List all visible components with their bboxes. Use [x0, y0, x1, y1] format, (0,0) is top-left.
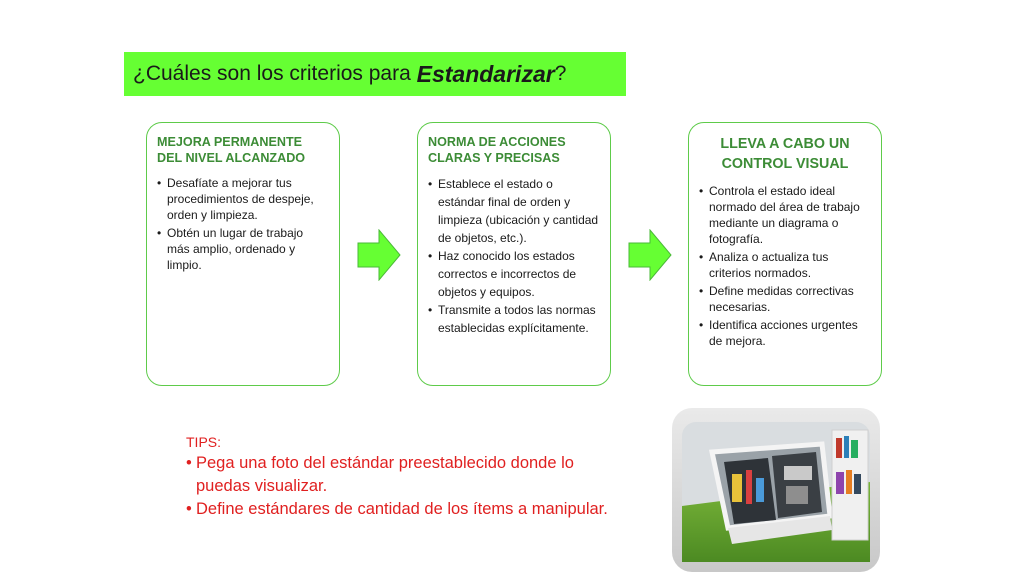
list-item: • Analiza o actualiza tus criterios normados. — [699, 249, 871, 281]
list-item: • Haz conocido los estados correctos e incorrectos de objetos y equipos. — [428, 247, 600, 301]
title-prefix: ¿Cuáles son los criterios para — [133, 62, 411, 85]
card-list — [699, 183, 871, 349]
list-item: • Controla el estado ideal normado del área de trabajo mediante un diagrama o fotografía. — [699, 183, 871, 247]
card-list — [428, 175, 600, 337]
card-mejora-permanente — [146, 122, 340, 386]
slide-title — [124, 52, 626, 96]
card-list — [157, 175, 329, 273]
right-arrow-icon — [628, 229, 672, 281]
card-heading: NORMA DE ACCIONES CLARAS Y PRECISAS — [428, 135, 566, 165]
card-norma-acciones — [417, 122, 611, 386]
title-emphasis: Estandarizar — [416, 60, 555, 87]
list-item: • Desafíate a mejorar tus procedimientos de despeje, orden y limpieza. — [157, 175, 329, 223]
list-item: • Define medidas correctivas necesarias. — [699, 283, 871, 315]
title-suffix: ? — [554, 62, 567, 85]
tips-label: TIPS: — [186, 434, 222, 450]
card-heading: MEJORA PERMANENTE DEL NIVEL ALCANZADO — [157, 135, 306, 165]
list-item: • Transmite a todos las normas establecidas explícitamente. — [428, 301, 600, 337]
list-item: • Establece el estado o estándar final de orden y limpieza (ubicación y cantidad de objetos, etc.). — [428, 175, 600, 247]
list-item: • Obtén un lugar de trabajo más amplio, ordenado y limpio. — [157, 225, 329, 273]
organized-drawer-photo — [672, 408, 880, 572]
tip-item: • Define estándares de cantidad de los ítems a manipular. — [186, 498, 626, 521]
card-heading: LLEVA A CABO UN CONTROL VISUAL — [720, 136, 850, 172]
list-item: • Identifica acciones urgentes de mejora. — [699, 317, 871, 349]
card-control-visual — [688, 122, 882, 386]
tips-section — [186, 432, 626, 521]
right-arrow-icon — [357, 229, 401, 281]
tip-item: • Pega una foto del estándar preestablecido donde lo puedas visualizar. — [186, 452, 626, 498]
